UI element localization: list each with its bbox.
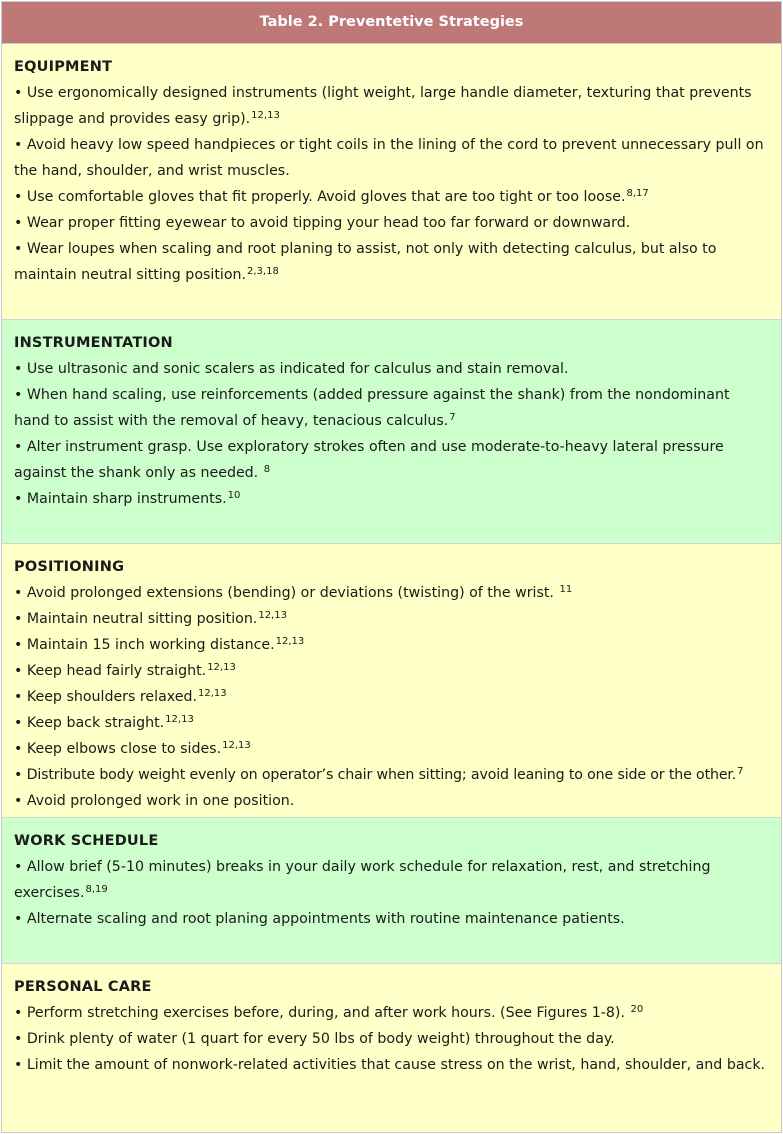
citation: 12,13 bbox=[275, 636, 305, 647]
section-instrumentation bbox=[2, 320, 781, 544]
list-item: • Use comfortable gloves that fit properly. Avoid gloves that are too tight or too loose.$^{8,17}$ bbox=[14, 188, 649, 205]
list-item: • Perform stretching exercises before, during, and after work hours. (See Figures 1-8). $^{20}$ bbox=[14, 1004, 644, 1021]
citation: 7 bbox=[449, 412, 456, 423]
citation: 11 bbox=[559, 584, 573, 595]
citation: 12,13 bbox=[198, 688, 227, 699]
list-item: • Use ergonomically designed instruments (light weight, large handle diameter, texturing that prevents slippage and provides easy grip).$^{12,13}$ bbox=[14, 85, 752, 127]
citation: 12,13 bbox=[258, 610, 287, 621]
section-heading: PERSONAL CARE bbox=[14, 979, 152, 995]
list-item: • Avoid prolonged work in one position. bbox=[14, 793, 295, 809]
section-heading: EQUIPMENT bbox=[14, 59, 113, 75]
list-item: • Keep elbows close to sides.$^{12,13}$ bbox=[14, 740, 251, 757]
section-heading: POSITIONING bbox=[14, 559, 125, 575]
list-item: • Distribute body weight evenly on operator’s chair when sitting; avoid leaning to one side or the other.$^7$ bbox=[14, 766, 744, 783]
list-item: • Limit the amount of nonwork-related activities that cause stress on the wrist, hand, shoulder, and back. bbox=[14, 1057, 766, 1073]
section-equipment bbox=[2, 44, 781, 320]
table-title: Table 2. Preventetive Strategies bbox=[2, 2, 781, 44]
citation: 7 bbox=[737, 766, 744, 777]
section-heading: INSTRUMENTATION bbox=[14, 335, 173, 351]
citation: 2,3,18 bbox=[247, 266, 279, 277]
list-item: • Keep shoulders relaxed.$^{12,13}$ bbox=[14, 688, 227, 705]
list-item: • Wear loupes when scaling and root planing to assist, not only with detecting calculus, but also to maintain neutral sitting position.$^{2,3,18}$ bbox=[14, 241, 717, 283]
list-item: • Avoid heavy low speed handpieces or tight coils in the lining of the cord to prevent unnecessary pull on the hand, shoulder, and wrist muscles. bbox=[14, 137, 764, 179]
citation: 12,13 bbox=[207, 662, 236, 673]
list-item: • Wear proper fitting eyewear to avoid tipping your head too far forward or downward. bbox=[14, 215, 631, 231]
citation: 10 bbox=[227, 490, 241, 501]
list-item: • Drink plenty of water (1 quart for every 50 lbs of body weight) throughout the day. bbox=[14, 1031, 615, 1047]
section-personal-care bbox=[2, 964, 781, 1132]
citation: 8 bbox=[263, 464, 271, 475]
list-item: • Maintain sharp instruments.$^{10}$ bbox=[14, 490, 241, 507]
section-heading: WORK SCHEDULE bbox=[14, 833, 159, 849]
list-item: • Keep head fairly straight.$^{12,13}$ bbox=[14, 662, 236, 679]
citation: 12,13 bbox=[222, 740, 251, 751]
citation: 8,17 bbox=[626, 188, 649, 199]
section-work-schedule bbox=[2, 818, 781, 964]
list-item: • Maintain neutral sitting position.$^{12,13}$ bbox=[14, 610, 287, 627]
list-item: • When hand scaling, use reinforcements (added pressure against the shank) from the nondominant hand to assist with the removal of heavy, tenacious calculus.$^7$ bbox=[14, 387, 730, 429]
list-item: • Use ultrasonic and sonic scalers as indicated for calculus and stain removal. bbox=[14, 361, 569, 377]
citation: 12,13 bbox=[251, 110, 280, 121]
list-item: • Alter instrument grasp. Use exploratory strokes often and use moderate-to-heavy lateral pressure against the shank only as needed. $^8$ bbox=[14, 439, 724, 481]
citation: 8,19 bbox=[85, 884, 108, 895]
section-positioning bbox=[2, 544, 781, 818]
citation: 20 bbox=[630, 1004, 644, 1015]
list-item: • Allow brief (5-10 minutes) breaks in your daily work schedule for relaxation, rest, and stretching exercises.$^{8,19}$ bbox=[14, 859, 711, 901]
preventive-strategies-table bbox=[1, 1, 782, 1133]
list-item: • Maintain 15 inch working distance.$^{12,13}$ bbox=[14, 636, 305, 653]
list-item: • Alternate scaling and root planing appointments with routine maintenance patients. bbox=[14, 911, 625, 927]
citation: 12,13 bbox=[165, 714, 194, 725]
list-item: • Avoid prolonged extensions (bending) or deviations (twisting) of the wrist. $^{11}$ bbox=[14, 584, 573, 601]
list-item: • Keep back straight.$^{12,13}$ bbox=[14, 714, 194, 731]
